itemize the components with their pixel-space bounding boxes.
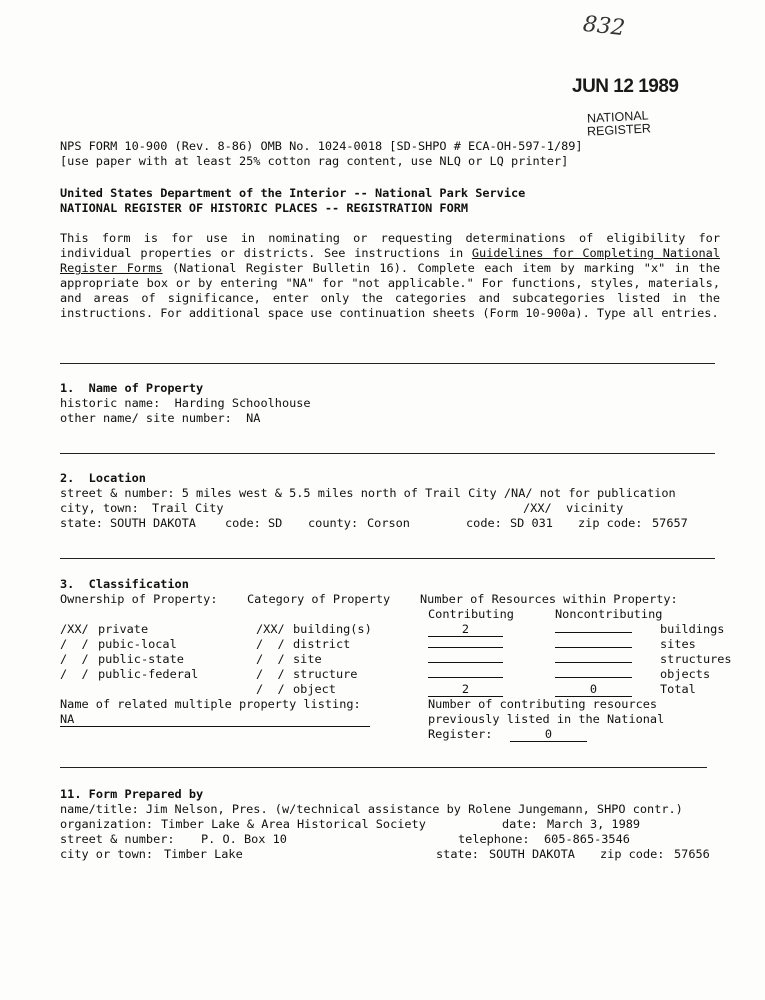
divider-1: [60, 363, 715, 364]
preparer-name-value: Jim Nelson, Pres. (w/technical assistance by Rolene Jungemann, SHPO contr.): [145, 802, 683, 816]
classification-row: [0, 682, 765, 697]
other-name-label: other name/ site number:: [60, 411, 232, 425]
multiple-listing-row: [0, 697, 765, 712]
classification-row: [0, 652, 765, 667]
noncontributing-count: [555, 647, 632, 648]
noncontributing-header: Noncontributing: [555, 607, 663, 621]
street-label: street & number:: [60, 486, 175, 500]
divider-2: [60, 453, 715, 454]
county-value: Corson: [367, 516, 410, 530]
divider-4: [60, 767, 707, 768]
historic-name-value: Harding Schoolhouse: [174, 396, 311, 410]
ownership-label: private: [98, 622, 149, 636]
noncontributing-count: [555, 632, 632, 633]
contributing-header: Contributing: [428, 607, 514, 621]
previously-listed-line2: previously listed in the National: [428, 712, 665, 726]
state-code-value: SD: [268, 516, 283, 530]
section2-heading: [60, 471, 146, 486]
form-number-line: NPS FORM 10-900 (Rev. 8-86) OMB No. 1024-0018 [SD-SHPO # ECA-OH-597-1/89]: [60, 139, 583, 153]
resource-type: objects: [660, 667, 711, 681]
classification-row: [0, 637, 765, 652]
noncontributing-count: [555, 662, 632, 663]
resources-subheaders: [0, 607, 765, 622]
received-date-stamp: JUN 12 1989: [572, 76, 679, 97]
vicinity-mark: /XX/: [523, 501, 552, 515]
previously-listed-row: [0, 727, 765, 742]
contributing-count: [428, 662, 503, 663]
state-code-label: code:: [225, 516, 261, 530]
category-header: Category of Property: [247, 592, 391, 606]
telephone-value: 605-865-3546: [544, 832, 630, 846]
historic-name-label: historic name:: [60, 396, 161, 410]
preparer-state-value: SOUTH DAKOTA: [489, 847, 575, 861]
county-code-value: SD 031: [510, 516, 553, 530]
not-for-publication-label: not for publication: [539, 486, 676, 500]
agency-line: United States Department of the Interior -- National Park Service: [60, 186, 526, 200]
category-label: district: [293, 637, 351, 651]
city-value: Trail City: [152, 501, 224, 515]
noncontributing-total: 0: [555, 683, 632, 697]
section1-number: 1.: [60, 381, 75, 395]
section3-heading: [60, 577, 189, 592]
preparer-state-label: state:: [436, 847, 479, 861]
prepared-date-label: date:: [502, 817, 538, 831]
county-label: county:: [308, 516, 359, 530]
preparer-street-label: street & number:: [60, 832, 175, 846]
classification-row: [0, 667, 765, 682]
preparer-city-label: city or town:: [60, 847, 154, 861]
contributing-count: [428, 647, 503, 648]
handwritten-number: 832: [581, 11, 627, 42]
vicinity-label: vicinity: [566, 501, 624, 515]
category-label: object: [293, 682, 336, 696]
category-label: site: [293, 652, 322, 666]
instructions-paragraph: [60, 231, 720, 321]
category-mark: / /: [256, 667, 285, 681]
classification-headers: [0, 592, 765, 607]
category-label: structure: [293, 667, 358, 681]
previously-listed-label: Register:: [428, 727, 493, 741]
preparer-zip-label: zip code:: [600, 847, 665, 861]
multiple-listing-label: Name of related multiple property listing:: [60, 697, 361, 711]
multiple-listing-value: NA: [60, 713, 370, 727]
resource-type-total: Total: [660, 682, 696, 696]
preparer-name-label: name/title:: [60, 802, 139, 816]
preparer-street-row: [0, 832, 765, 847]
section1-title: Name of Property: [88, 381, 204, 395]
city-label: city, town:: [60, 501, 139, 515]
ownership-label: public-federal: [98, 667, 199, 681]
ownership-mark: / /: [60, 637, 89, 651]
county-code-label: code:: [466, 516, 502, 530]
historic-name-row: [60, 396, 311, 411]
resources-header: Number of Resources within Property:: [420, 592, 678, 606]
ownership-mark: / /: [60, 667, 89, 681]
category-label: building(s): [293, 622, 372, 636]
other-name-row: [60, 411, 260, 426]
street-value: 5 miles west & 5.5 miles north of Trail City: [181, 486, 497, 500]
resource-type: buildings: [660, 622, 725, 636]
section11-title: Form Prepared by: [88, 787, 204, 801]
category-mark: / /: [256, 682, 285, 696]
section1-heading: [60, 381, 203, 396]
section11-number: 11.: [60, 787, 82, 801]
not-for-publication-mark: /NA/: [503, 486, 533, 500]
section11-heading: [60, 787, 203, 802]
contributing-count: 2: [428, 623, 503, 637]
category-mark: /XX/: [256, 622, 285, 636]
state-label: state:: [60, 516, 103, 530]
preparer-zip-value: 57656: [674, 847, 710, 861]
ownership-mark: /XX/: [60, 622, 89, 636]
section2-title: Location: [88, 471, 146, 485]
section3-title: Classification: [88, 577, 189, 591]
resource-type: sites: [660, 637, 696, 651]
instructions-part1: This form is for use in nominating or requesting determinations of eligibility for individual properties or districts. See instructions in: [60, 231, 720, 260]
city-row: [0, 501, 765, 516]
paper-instruction-line: [use paper with at least 25% cotton rag content, use NLQ or LQ printer]: [60, 154, 569, 168]
telephone-label: telephone:: [458, 832, 530, 846]
state-value: SOUTH DAKOTA: [110, 516, 196, 530]
organization-label: organization:: [60, 817, 154, 831]
preparer-city-row: [0, 847, 765, 862]
multiple-listing-value-row: [0, 712, 765, 727]
category-mark: / /: [256, 637, 285, 651]
contributing-count: [428, 677, 503, 678]
section3-number: 3.: [60, 577, 75, 591]
ownership-label: pubic-local: [98, 637, 177, 651]
street-row: [60, 486, 676, 501]
received-stamp-line2: REGISTER: [586, 121, 652, 139]
noncontributing-count: [555, 677, 632, 678]
previously-listed-value: 0: [510, 728, 587, 742]
guidelines-link-text: Guidelines for Completing National Register Forms: [60, 246, 720, 275]
other-name-value: NA: [246, 411, 261, 425]
zip-value: 57657: [652, 516, 688, 530]
section2-number: 2.: [60, 471, 75, 485]
ownership-header: Ownership of Property:: [60, 592, 218, 606]
contributing-total: 2: [428, 683, 503, 697]
resource-type: structures: [660, 652, 732, 666]
preparer-name-row: [60, 802, 683, 817]
organization-value: Timber Lake & Area Historical Society: [161, 817, 426, 831]
prepared-date-value: March 3, 1989: [547, 817, 641, 831]
divider-3: [60, 558, 715, 559]
zip-label: zip code:: [578, 516, 643, 530]
organization-row: [0, 817, 765, 832]
previously-listed-line1: Number of contributing resources: [428, 697, 658, 711]
ownership-label: public-state: [98, 652, 184, 666]
instructions-part2: (National Register Bulletin 16). Complete each item by marking "x" in the appropriate box or by entering "NA" for "not applicable." For functions, styles, materials, and areas of significance, enter only the categories and subcategories listed in the instructions. For additional space use continuation sheets (Form 10-900a). Type all entries.: [60, 261, 721, 320]
preparer-street-value: P. O. Box 10: [201, 832, 287, 846]
state-row: [0, 516, 765, 531]
form-title: NATIONAL REGISTER OF HISTORIC PLACES -- REGISTRATION FORM: [60, 201, 469, 215]
ownership-mark: / /: [60, 652, 89, 666]
received-stamp-line1: NATIONAL: [586, 108, 649, 126]
preparer-city-value: Timber Lake: [164, 847, 243, 861]
category-mark: / /: [256, 652, 285, 666]
classification-row: [0, 622, 765, 637]
